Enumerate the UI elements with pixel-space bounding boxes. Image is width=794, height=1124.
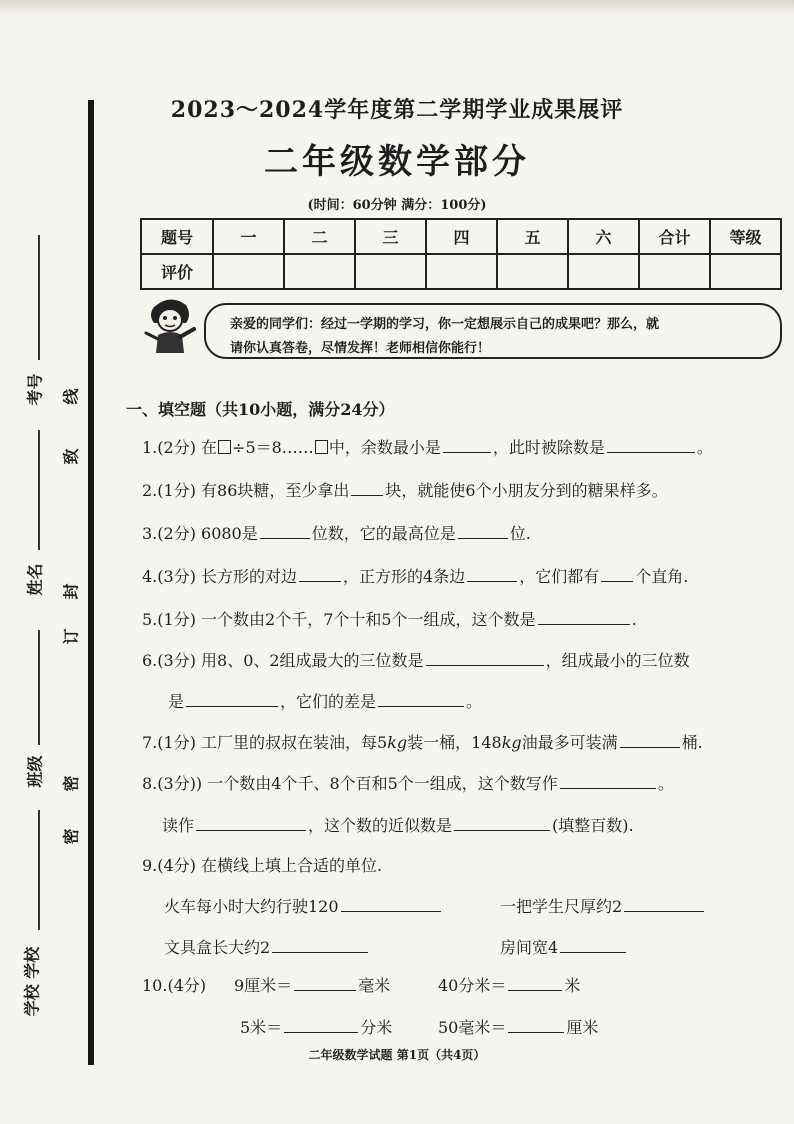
score-header-cell: 一 (213, 219, 284, 254)
intro-line-2: 请你认真答卷，尽情发挥！老师相信你能行！ (230, 341, 491, 356)
q9-item-1-text: 火车每小时大约行驶120 (164, 897, 339, 916)
intro-line-1: 亲爱的同学们：经过一学期的学习，你一定想展示自己的成果吧？那么，就 (230, 317, 660, 332)
q1-text-b: ÷5＝8…… (232, 438, 314, 457)
score-cell[interactable] (284, 254, 355, 289)
answer-blank[interactable] (186, 690, 278, 707)
score-row-label: 评价 (141, 254, 213, 289)
q1-text-d: ，此时被除数是 (492, 438, 605, 457)
xuexiao-label: 学校 学校 (22, 946, 42, 1017)
score-header-cell: 四 (426, 219, 497, 254)
score-header-cell: 五 (497, 219, 568, 254)
q10-text-a: 10.(4分) (142, 976, 207, 995)
score-header-cell: 合计 (639, 219, 710, 254)
q6-text-b: ，组成最小的三位数 (545, 651, 690, 670)
q5-text-a: 5.(1分) 一个数由2个千，7个十和5个一组成，这个数是 (142, 610, 536, 629)
q2-text-b: 块，就能使6个小朋友分到的糖果样多。 (385, 481, 668, 500)
kaohao-label: 考号 (25, 373, 45, 406)
q6-text-c: 是 (168, 692, 185, 711)
exam-year-title: 2023～2024学年度第二学期学业成果展评 (170, 97, 624, 123)
q10-p3-b: 分米 (360, 1018, 393, 1037)
q9-item-3 (164, 935, 370, 958)
q8-text-e: (填整百数). (552, 816, 634, 835)
q10-p1-a: 9厘米＝ (234, 976, 293, 995)
page-footer: 二年级数学试题 第1页（共4页） (308, 1048, 486, 1062)
answer-blank[interactable] (458, 522, 508, 539)
answer-blank[interactable] (443, 436, 491, 453)
score-cell[interactable] (710, 254, 781, 289)
xuexiao-line (38, 810, 40, 930)
answer-blank[interactable] (341, 895, 441, 912)
q7-text-a: 7.(1分) 工厂里的叔叔在装油，每5 (142, 733, 388, 752)
q7-text-c: 油最多可装满 (521, 733, 618, 752)
question-5 (142, 607, 637, 630)
blank-box[interactable] (218, 440, 231, 454)
answer-blank[interactable] (624, 895, 704, 912)
answer-blank[interactable] (560, 936, 626, 953)
question-6 (142, 648, 690, 671)
q9-item-4-text: 房间宽4 (500, 938, 559, 957)
q6-text-e: 。 (466, 692, 483, 711)
question-7 (142, 730, 703, 753)
q2-text-a: 2.(1分) 有86块糖，至少拿出 (142, 481, 350, 500)
question-8 (142, 771, 674, 794)
banji-label: 班级 (25, 755, 45, 788)
answer-blank[interactable] (508, 1016, 564, 1033)
score-header-cell: 题号 (141, 219, 213, 254)
q7-unit-2: kg (501, 733, 522, 752)
score-header-cell: 二 (284, 219, 355, 254)
question-6-continued (168, 689, 482, 712)
score-cell[interactable] (497, 254, 568, 289)
score-table (140, 218, 782, 290)
score-header-cell: 六 (568, 219, 639, 254)
q10-part-4 (438, 1015, 598, 1038)
answer-blank[interactable] (454, 814, 550, 831)
question-8-continued (162, 813, 634, 836)
answer-blank[interactable] (260, 522, 310, 539)
score-cell[interactable] (639, 254, 710, 289)
q1-text-c: 中，余数最小是 (328, 438, 441, 457)
q9-item-2-text: 一把学生尺厚约2 (500, 897, 623, 916)
q6-text-a: 6.(3分) 用8、0、2组成最大的三位数是 (142, 651, 424, 670)
intro-speech-bubble (204, 303, 782, 359)
score-cell[interactable] (568, 254, 639, 289)
answer-blank[interactable] (620, 731, 680, 748)
question-9 (142, 853, 382, 876)
score-value-row (141, 254, 781, 289)
seal-xian: 线 (61, 388, 81, 405)
q10-p1-b: 毫米 (358, 976, 391, 995)
q10-p4-b: 厘米 (566, 1018, 599, 1037)
q4-text-d: 个直角. (635, 567, 689, 586)
q10-p3-a: 5米＝ (240, 1018, 283, 1037)
q7-unit-1: kg (387, 733, 408, 752)
answer-blank[interactable] (467, 565, 517, 582)
q3-text-b: 位数，它的最高位是 (311, 524, 456, 543)
teacher-cartoon-icon (140, 293, 200, 355)
answer-blank[interactable] (196, 814, 306, 831)
score-cell[interactable] (426, 254, 497, 289)
q10-part-1 (234, 973, 390, 996)
score-header-cell: 三 (355, 219, 426, 254)
q10-part-2 (438, 973, 580, 996)
score-cell[interactable] (355, 254, 426, 289)
xingming-label: 姓名 (25, 563, 45, 596)
q7-text-d: 桶. (681, 733, 703, 752)
question-3 (142, 521, 531, 544)
q5-text-b: . (631, 610, 637, 629)
answer-blank[interactable] (508, 974, 562, 991)
seal-mi: 密 (61, 775, 81, 792)
q9-text-a: 9.(4分) 在横线上填上合适的单位. (142, 856, 383, 875)
q4-text-b: ，正方形的4条边 (343, 567, 466, 586)
q9-item-2 (500, 894, 706, 917)
q10-part-3 (240, 1015, 392, 1038)
answer-blank[interactable] (601, 565, 633, 582)
kaohao-line (38, 235, 40, 360)
answer-blank[interactable] (560, 772, 656, 789)
answer-blank[interactable] (351, 479, 383, 496)
q3-text-a: 3.(2分) 6080是 (142, 524, 258, 543)
blank-box[interactable] (315, 440, 328, 454)
answer-blank[interactable] (426, 649, 544, 666)
xingming-line (38, 430, 40, 550)
answer-blank[interactable] (299, 565, 341, 582)
q10-p2-a: 40分米＝ (438, 976, 507, 995)
question-4 (142, 564, 688, 587)
score-header-row (141, 219, 781, 254)
q3-text-c: 位. (509, 524, 531, 543)
q4-text-c: ，它们都有 (519, 567, 600, 586)
score-header-cell: 等级 (710, 219, 781, 254)
section-1-title: 一、填空题（共10小题，满分24分） (126, 400, 395, 419)
q1-text-e: 。 (696, 438, 713, 457)
q8-text-d: ，这个数的近似数是 (308, 816, 453, 835)
answer-blank[interactable] (538, 608, 630, 625)
binding-rule (88, 100, 94, 1065)
q8-text-c: 读作 (162, 816, 195, 835)
q8-text-b: 。 (657, 774, 674, 793)
question-2 (142, 478, 668, 501)
q9-item-4 (500, 935, 628, 958)
question-10 (142, 973, 206, 996)
answer-blank[interactable] (607, 436, 695, 453)
exam-time-info: (时间：60分钟 满分：100分) (307, 198, 487, 213)
q4-text-a: 4.(3分) 长方形的对边 (142, 567, 298, 586)
q8-text-a: 8.(3分)) 一个数由4个千、8个百和5个一组成，这个数写作 (142, 774, 558, 793)
page-top-shadow (0, 0, 794, 14)
seal-ding: 订 (61, 628, 81, 645)
seal-feng: 封 (61, 583, 81, 600)
answer-blank[interactable] (294, 974, 356, 991)
q9-item-1 (164, 894, 443, 917)
q6-text-d: ，它们的差是 (280, 692, 377, 711)
answer-blank[interactable] (378, 690, 464, 707)
q7-text-b: 装一桶，148 (407, 733, 502, 752)
score-cell[interactable] (213, 254, 284, 289)
seal-zhi: 致 (61, 448, 81, 465)
q10-p2-b: 米 (564, 976, 581, 995)
q9-item-3-text: 文具盒长大约2 (164, 938, 271, 957)
answer-blank[interactable] (284, 1016, 358, 1033)
exam-subject-title: 二年级数学部分 (264, 142, 530, 182)
q1-text-a: 1.(2分) 在 (142, 438, 218, 457)
q10-p4-a: 50毫米＝ (438, 1018, 507, 1037)
seal-mi-2: 密 (61, 828, 81, 845)
answer-blank[interactable] (272, 936, 368, 953)
question-1 (142, 435, 713, 458)
banji-line (38, 630, 40, 745)
